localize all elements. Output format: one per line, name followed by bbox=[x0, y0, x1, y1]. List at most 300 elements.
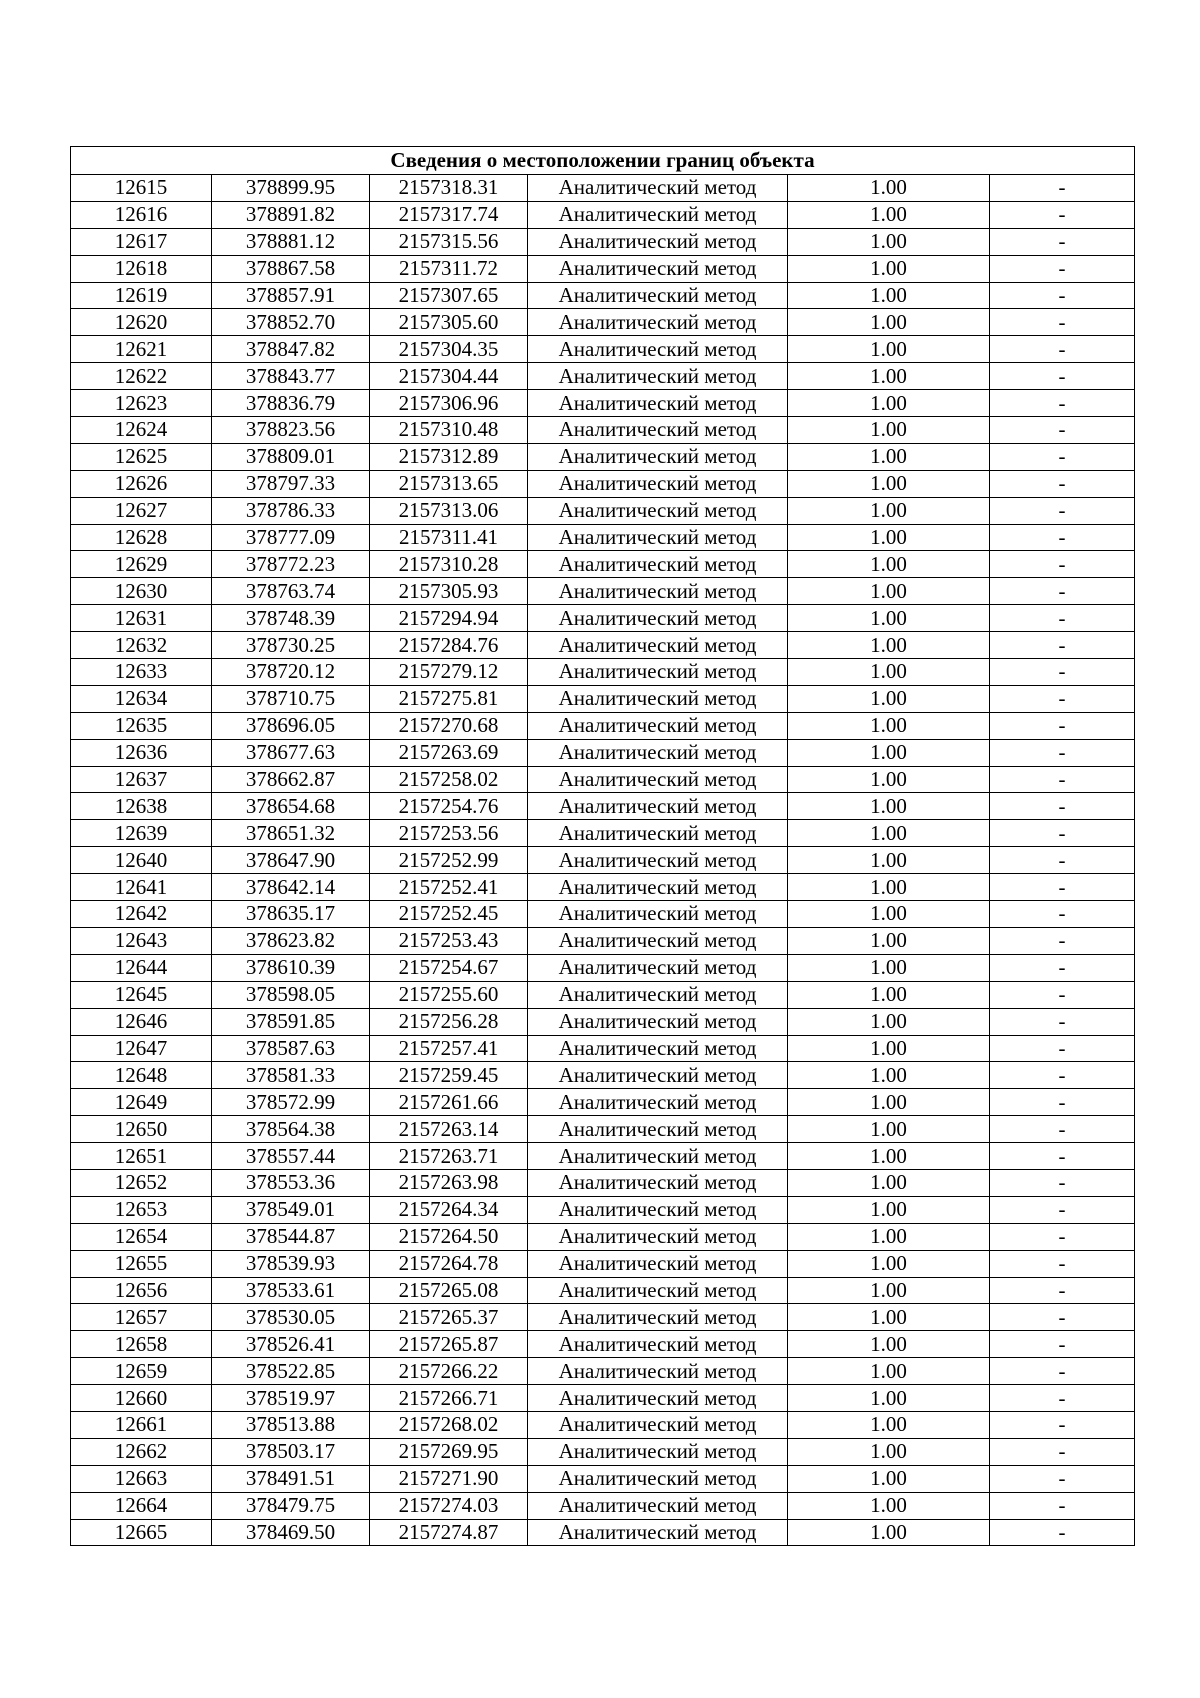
y-coordinate-cell: 2157264.78 bbox=[370, 1250, 528, 1277]
method-cell: Аналитический метод bbox=[528, 1008, 788, 1035]
table-row bbox=[71, 551, 1135, 578]
method-cell: Аналитический метод bbox=[528, 901, 788, 928]
table-row bbox=[71, 1062, 1135, 1089]
accuracy-cell: 1.00 bbox=[788, 175, 990, 202]
description-cell: - bbox=[990, 1465, 1135, 1492]
y-coordinate-cell: 2157263.98 bbox=[370, 1169, 528, 1196]
accuracy-cell: 1.00 bbox=[788, 443, 990, 470]
description-cell: - bbox=[990, 1008, 1135, 1035]
y-coordinate-cell: 2157254.76 bbox=[370, 793, 528, 820]
accuracy-cell: 1.00 bbox=[788, 1358, 990, 1385]
point-number-cell: 12651 bbox=[71, 1143, 212, 1170]
y-coordinate-cell: 2157253.43 bbox=[370, 927, 528, 954]
accuracy-cell: 1.00 bbox=[788, 632, 990, 659]
y-coordinate-cell: 2157270.68 bbox=[370, 712, 528, 739]
method-cell: Аналитический метод bbox=[528, 390, 788, 417]
y-coordinate-cell: 2157313.06 bbox=[370, 497, 528, 524]
point-number-cell: 12635 bbox=[71, 712, 212, 739]
x-coordinate-cell: 378469.50 bbox=[212, 1519, 370, 1546]
table-row bbox=[71, 228, 1135, 255]
point-number-cell: 12658 bbox=[71, 1331, 212, 1358]
x-coordinate-cell: 378852.70 bbox=[212, 309, 370, 336]
x-coordinate-cell: 378610.39 bbox=[212, 954, 370, 981]
accuracy-cell: 1.00 bbox=[788, 309, 990, 336]
y-coordinate-cell: 2157315.56 bbox=[370, 228, 528, 255]
description-cell: - bbox=[990, 228, 1135, 255]
description-cell: - bbox=[990, 1250, 1135, 1277]
description-cell: - bbox=[990, 1358, 1135, 1385]
y-coordinate-cell: 2157306.96 bbox=[370, 390, 528, 417]
point-number-cell: 12653 bbox=[71, 1196, 212, 1223]
table-row bbox=[71, 847, 1135, 874]
table-row bbox=[71, 282, 1135, 309]
y-coordinate-cell: 2157255.60 bbox=[370, 981, 528, 1008]
method-cell: Аналитический метод bbox=[528, 847, 788, 874]
point-number-cell: 12625 bbox=[71, 443, 212, 470]
table-row bbox=[71, 417, 1135, 444]
accuracy-cell: 1.00 bbox=[788, 497, 990, 524]
y-coordinate-cell: 2157312.89 bbox=[370, 443, 528, 470]
x-coordinate-cell: 378857.91 bbox=[212, 282, 370, 309]
method-cell: Аналитический метод bbox=[528, 1358, 788, 1385]
x-coordinate-cell: 378544.87 bbox=[212, 1223, 370, 1250]
method-cell: Аналитический метод bbox=[528, 1089, 788, 1116]
y-coordinate-cell: 2157305.93 bbox=[370, 578, 528, 605]
description-cell: - bbox=[990, 605, 1135, 632]
method-cell: Аналитический метод bbox=[528, 605, 788, 632]
description-cell: - bbox=[990, 282, 1135, 309]
method-cell: Аналитический метод bbox=[528, 255, 788, 282]
y-coordinate-cell: 2157254.67 bbox=[370, 954, 528, 981]
method-cell: Аналитический метод bbox=[528, 1304, 788, 1331]
point-number-cell: 12639 bbox=[71, 820, 212, 847]
point-number-cell: 12654 bbox=[71, 1223, 212, 1250]
table-row bbox=[71, 712, 1135, 739]
table-row bbox=[71, 201, 1135, 228]
description-cell: - bbox=[990, 1492, 1135, 1519]
accuracy-cell: 1.00 bbox=[788, 820, 990, 847]
y-coordinate-cell: 2157252.41 bbox=[370, 874, 528, 901]
x-coordinate-cell: 378786.33 bbox=[212, 497, 370, 524]
accuracy-cell: 1.00 bbox=[788, 1062, 990, 1089]
boundary-coordinates-table bbox=[70, 146, 1135, 1546]
table-row bbox=[71, 1438, 1135, 1465]
x-coordinate-cell: 378513.88 bbox=[212, 1411, 370, 1438]
table-row bbox=[71, 255, 1135, 282]
method-cell: Аналитический метод bbox=[528, 927, 788, 954]
accuracy-cell: 1.00 bbox=[788, 1331, 990, 1358]
description-cell: - bbox=[990, 336, 1135, 363]
x-coordinate-cell: 378533.61 bbox=[212, 1277, 370, 1304]
x-coordinate-cell: 378710.75 bbox=[212, 685, 370, 712]
point-number-cell: 12662 bbox=[71, 1438, 212, 1465]
table-row bbox=[71, 1519, 1135, 1546]
x-coordinate-cell: 378881.12 bbox=[212, 228, 370, 255]
table-row bbox=[71, 632, 1135, 659]
description-cell: - bbox=[990, 390, 1135, 417]
y-coordinate-cell: 2157263.14 bbox=[370, 1116, 528, 1143]
x-coordinate-cell: 378587.63 bbox=[212, 1035, 370, 1062]
table-row bbox=[71, 1116, 1135, 1143]
point-number-cell: 12657 bbox=[71, 1304, 212, 1331]
x-coordinate-cell: 378696.05 bbox=[212, 712, 370, 739]
description-cell: - bbox=[990, 981, 1135, 1008]
table-row bbox=[71, 443, 1135, 470]
table-row bbox=[71, 1223, 1135, 1250]
accuracy-cell: 1.00 bbox=[788, 255, 990, 282]
accuracy-cell: 1.00 bbox=[788, 1116, 990, 1143]
method-cell: Аналитический метод bbox=[528, 497, 788, 524]
table-row bbox=[71, 1385, 1135, 1412]
table-row bbox=[71, 470, 1135, 497]
x-coordinate-cell: 378539.93 bbox=[212, 1250, 370, 1277]
x-coordinate-cell: 378623.82 bbox=[212, 927, 370, 954]
document-page bbox=[70, 146, 1134, 1546]
point-number-cell: 12626 bbox=[71, 470, 212, 497]
method-cell: Аналитический метод bbox=[528, 632, 788, 659]
point-number-cell: 12636 bbox=[71, 739, 212, 766]
table-row bbox=[71, 336, 1135, 363]
point-number-cell: 12664 bbox=[71, 1492, 212, 1519]
y-coordinate-cell: 2157258.02 bbox=[370, 766, 528, 793]
point-number-cell: 12645 bbox=[71, 981, 212, 1008]
accuracy-cell: 1.00 bbox=[788, 1385, 990, 1412]
description-cell: - bbox=[990, 1062, 1135, 1089]
table-row bbox=[71, 1492, 1135, 1519]
x-coordinate-cell: 378797.33 bbox=[212, 470, 370, 497]
point-number-cell: 12622 bbox=[71, 363, 212, 390]
accuracy-cell: 1.00 bbox=[788, 1143, 990, 1170]
point-number-cell: 12643 bbox=[71, 927, 212, 954]
y-coordinate-cell: 2157264.50 bbox=[370, 1223, 528, 1250]
accuracy-cell: 1.00 bbox=[788, 739, 990, 766]
method-cell: Аналитический метод bbox=[528, 417, 788, 444]
table-title-row bbox=[71, 147, 1135, 175]
accuracy-cell: 1.00 bbox=[788, 1304, 990, 1331]
x-coordinate-cell: 378763.74 bbox=[212, 578, 370, 605]
accuracy-cell: 1.00 bbox=[788, 1196, 990, 1223]
point-number-cell: 12644 bbox=[71, 954, 212, 981]
y-coordinate-cell: 2157265.37 bbox=[370, 1304, 528, 1331]
method-cell: Аналитический метод bbox=[528, 1143, 788, 1170]
table-row bbox=[71, 1331, 1135, 1358]
description-cell: - bbox=[990, 1035, 1135, 1062]
point-number-cell: 12652 bbox=[71, 1169, 212, 1196]
method-cell: Аналитический метод bbox=[528, 1196, 788, 1223]
point-number-cell: 12623 bbox=[71, 390, 212, 417]
description-cell: - bbox=[990, 551, 1135, 578]
point-number-cell: 12620 bbox=[71, 309, 212, 336]
accuracy-cell: 1.00 bbox=[788, 363, 990, 390]
accuracy-cell: 1.00 bbox=[788, 470, 990, 497]
point-number-cell: 12627 bbox=[71, 497, 212, 524]
description-cell: - bbox=[990, 739, 1135, 766]
y-coordinate-cell: 2157274.87 bbox=[370, 1519, 528, 1546]
description-cell: - bbox=[990, 255, 1135, 282]
accuracy-cell: 1.00 bbox=[788, 1089, 990, 1116]
y-coordinate-cell: 2157266.22 bbox=[370, 1358, 528, 1385]
method-cell: Аналитический метод bbox=[528, 175, 788, 202]
accuracy-cell: 1.00 bbox=[788, 1035, 990, 1062]
y-coordinate-cell: 2157264.34 bbox=[370, 1196, 528, 1223]
x-coordinate-cell: 378503.17 bbox=[212, 1438, 370, 1465]
y-coordinate-cell: 2157261.66 bbox=[370, 1089, 528, 1116]
description-cell: - bbox=[990, 1277, 1135, 1304]
description-cell: - bbox=[990, 1519, 1135, 1546]
method-cell: Аналитический метод bbox=[528, 1465, 788, 1492]
point-number-cell: 12665 bbox=[71, 1519, 212, 1546]
x-coordinate-cell: 378823.56 bbox=[212, 417, 370, 444]
method-cell: Аналитический метод bbox=[528, 1519, 788, 1546]
table-row bbox=[71, 685, 1135, 712]
table-row bbox=[71, 1304, 1135, 1331]
method-cell: Аналитический метод bbox=[528, 1277, 788, 1304]
method-cell: Аналитический метод bbox=[528, 1035, 788, 1062]
y-coordinate-cell: 2157284.76 bbox=[370, 632, 528, 659]
method-cell: Аналитический метод bbox=[528, 659, 788, 686]
method-cell: Аналитический метод bbox=[528, 228, 788, 255]
point-number-cell: 12617 bbox=[71, 228, 212, 255]
accuracy-cell: 1.00 bbox=[788, 874, 990, 901]
point-number-cell: 12630 bbox=[71, 578, 212, 605]
table-row bbox=[71, 901, 1135, 928]
point-number-cell: 12648 bbox=[71, 1062, 212, 1089]
accuracy-cell: 1.00 bbox=[788, 1277, 990, 1304]
table-row bbox=[71, 1277, 1135, 1304]
x-coordinate-cell: 378772.23 bbox=[212, 551, 370, 578]
method-cell: Аналитический метод bbox=[528, 1250, 788, 1277]
method-cell: Аналитический метод bbox=[528, 1169, 788, 1196]
x-coordinate-cell: 378891.82 bbox=[212, 201, 370, 228]
description-cell: - bbox=[990, 1143, 1135, 1170]
x-coordinate-cell: 378519.97 bbox=[212, 1385, 370, 1412]
accuracy-cell: 1.00 bbox=[788, 1223, 990, 1250]
table-row bbox=[71, 1411, 1135, 1438]
point-number-cell: 12633 bbox=[71, 659, 212, 686]
accuracy-cell: 1.00 bbox=[788, 981, 990, 1008]
method-cell: Аналитический метод bbox=[528, 793, 788, 820]
table-title: Сведения о местоположении границ объекта bbox=[71, 147, 1135, 175]
description-cell: - bbox=[990, 578, 1135, 605]
point-number-cell: 12650 bbox=[71, 1116, 212, 1143]
description-cell: - bbox=[990, 201, 1135, 228]
x-coordinate-cell: 378549.01 bbox=[212, 1196, 370, 1223]
table-row bbox=[71, 1196, 1135, 1223]
point-number-cell: 12642 bbox=[71, 901, 212, 928]
method-cell: Аналитический метод bbox=[528, 685, 788, 712]
table-row bbox=[71, 874, 1135, 901]
description-cell: - bbox=[990, 901, 1135, 928]
y-coordinate-cell: 2157304.35 bbox=[370, 336, 528, 363]
method-cell: Аналитический метод bbox=[528, 1331, 788, 1358]
method-cell: Аналитический метод bbox=[528, 1385, 788, 1412]
y-coordinate-cell: 2157252.45 bbox=[370, 901, 528, 928]
point-number-cell: 12661 bbox=[71, 1411, 212, 1438]
table-row bbox=[71, 1143, 1135, 1170]
x-coordinate-cell: 378572.99 bbox=[212, 1089, 370, 1116]
x-coordinate-cell: 378635.17 bbox=[212, 901, 370, 928]
accuracy-cell: 1.00 bbox=[788, 901, 990, 928]
method-cell: Аналитический метод bbox=[528, 739, 788, 766]
table-row bbox=[71, 1250, 1135, 1277]
point-number-cell: 12647 bbox=[71, 1035, 212, 1062]
accuracy-cell: 1.00 bbox=[788, 712, 990, 739]
x-coordinate-cell: 378522.85 bbox=[212, 1358, 370, 1385]
method-cell: Аналитический метод bbox=[528, 1062, 788, 1089]
method-cell: Аналитический метод bbox=[528, 201, 788, 228]
accuracy-cell: 1.00 bbox=[788, 524, 990, 551]
y-coordinate-cell: 2157265.08 bbox=[370, 1277, 528, 1304]
description-cell: - bbox=[990, 793, 1135, 820]
accuracy-cell: 1.00 bbox=[788, 1411, 990, 1438]
x-coordinate-cell: 378564.38 bbox=[212, 1116, 370, 1143]
accuracy-cell: 1.00 bbox=[788, 390, 990, 417]
method-cell: Аналитический метод bbox=[528, 1116, 788, 1143]
table-row bbox=[71, 1008, 1135, 1035]
x-coordinate-cell: 378809.01 bbox=[212, 443, 370, 470]
method-cell: Аналитический метод bbox=[528, 1411, 788, 1438]
table-row bbox=[71, 793, 1135, 820]
x-coordinate-cell: 378847.82 bbox=[212, 336, 370, 363]
y-coordinate-cell: 2157266.71 bbox=[370, 1385, 528, 1412]
x-coordinate-cell: 378730.25 bbox=[212, 632, 370, 659]
y-coordinate-cell: 2157263.69 bbox=[370, 739, 528, 766]
x-coordinate-cell: 378899.95 bbox=[212, 175, 370, 202]
point-number-cell: 12619 bbox=[71, 282, 212, 309]
method-cell: Аналитический метод bbox=[528, 309, 788, 336]
y-coordinate-cell: 2157311.41 bbox=[370, 524, 528, 551]
accuracy-cell: 1.00 bbox=[788, 766, 990, 793]
method-cell: Аналитический метод bbox=[528, 1438, 788, 1465]
y-coordinate-cell: 2157311.72 bbox=[370, 255, 528, 282]
x-coordinate-cell: 378581.33 bbox=[212, 1062, 370, 1089]
description-cell: - bbox=[990, 685, 1135, 712]
y-coordinate-cell: 2157268.02 bbox=[370, 1411, 528, 1438]
y-coordinate-cell: 2157318.31 bbox=[370, 175, 528, 202]
description-cell: - bbox=[990, 712, 1135, 739]
point-number-cell: 12649 bbox=[71, 1089, 212, 1116]
x-coordinate-cell: 378642.14 bbox=[212, 874, 370, 901]
method-cell: Аналитический метод bbox=[528, 766, 788, 793]
y-coordinate-cell: 2157274.03 bbox=[370, 1492, 528, 1519]
accuracy-cell: 1.00 bbox=[788, 1465, 990, 1492]
y-coordinate-cell: 2157252.99 bbox=[370, 847, 528, 874]
description-cell: - bbox=[990, 1223, 1135, 1250]
description-cell: - bbox=[990, 954, 1135, 981]
method-cell: Аналитический метод bbox=[528, 874, 788, 901]
description-cell: - bbox=[990, 1116, 1135, 1143]
method-cell: Аналитический метод bbox=[528, 524, 788, 551]
y-coordinate-cell: 2157256.28 bbox=[370, 1008, 528, 1035]
point-number-cell: 12624 bbox=[71, 417, 212, 444]
x-coordinate-cell: 378491.51 bbox=[212, 1465, 370, 1492]
accuracy-cell: 1.00 bbox=[788, 954, 990, 981]
accuracy-cell: 1.00 bbox=[788, 336, 990, 363]
table-row bbox=[71, 927, 1135, 954]
table-row bbox=[71, 578, 1135, 605]
description-cell: - bbox=[990, 497, 1135, 524]
accuracy-cell: 1.00 bbox=[788, 201, 990, 228]
description-cell: - bbox=[990, 1089, 1135, 1116]
accuracy-cell: 1.00 bbox=[788, 1492, 990, 1519]
point-number-cell: 12660 bbox=[71, 1385, 212, 1412]
y-coordinate-cell: 2157271.90 bbox=[370, 1465, 528, 1492]
table-row bbox=[71, 1358, 1135, 1385]
point-number-cell: 12616 bbox=[71, 201, 212, 228]
table-row bbox=[71, 820, 1135, 847]
accuracy-cell: 1.00 bbox=[788, 605, 990, 632]
description-cell: - bbox=[990, 1196, 1135, 1223]
table-row bbox=[71, 363, 1135, 390]
table-row bbox=[71, 175, 1135, 202]
x-coordinate-cell: 378836.79 bbox=[212, 390, 370, 417]
table-row bbox=[71, 1465, 1135, 1492]
point-number-cell: 12628 bbox=[71, 524, 212, 551]
x-coordinate-cell: 378677.63 bbox=[212, 739, 370, 766]
point-number-cell: 12655 bbox=[71, 1250, 212, 1277]
y-coordinate-cell: 2157257.41 bbox=[370, 1035, 528, 1062]
description-cell: - bbox=[990, 766, 1135, 793]
y-coordinate-cell: 2157265.87 bbox=[370, 1331, 528, 1358]
accuracy-cell: 1.00 bbox=[788, 282, 990, 309]
x-coordinate-cell: 378777.09 bbox=[212, 524, 370, 551]
description-cell: - bbox=[990, 417, 1135, 444]
description-cell: - bbox=[990, 524, 1135, 551]
table-row bbox=[71, 981, 1135, 1008]
accuracy-cell: 1.00 bbox=[788, 578, 990, 605]
method-cell: Аналитический метод bbox=[528, 954, 788, 981]
table-row bbox=[71, 954, 1135, 981]
description-cell: - bbox=[990, 470, 1135, 497]
table-row bbox=[71, 524, 1135, 551]
method-cell: Аналитический метод bbox=[528, 820, 788, 847]
table-row bbox=[71, 659, 1135, 686]
table-row bbox=[71, 1035, 1135, 1062]
y-coordinate-cell: 2157259.45 bbox=[370, 1062, 528, 1089]
x-coordinate-cell: 378479.75 bbox=[212, 1492, 370, 1519]
table-row bbox=[71, 766, 1135, 793]
table-row bbox=[71, 390, 1135, 417]
method-cell: Аналитический метод bbox=[528, 578, 788, 605]
method-cell: Аналитический метод bbox=[528, 336, 788, 363]
accuracy-cell: 1.00 bbox=[788, 793, 990, 820]
method-cell: Аналитический метод bbox=[528, 981, 788, 1008]
point-number-cell: 12659 bbox=[71, 1358, 212, 1385]
x-coordinate-cell: 378720.12 bbox=[212, 659, 370, 686]
accuracy-cell: 1.00 bbox=[788, 1250, 990, 1277]
x-coordinate-cell: 378647.90 bbox=[212, 847, 370, 874]
accuracy-cell: 1.00 bbox=[788, 1438, 990, 1465]
y-coordinate-cell: 2157269.95 bbox=[370, 1438, 528, 1465]
description-cell: - bbox=[990, 363, 1135, 390]
accuracy-cell: 1.00 bbox=[788, 417, 990, 444]
description-cell: - bbox=[990, 1169, 1135, 1196]
description-cell: - bbox=[990, 927, 1135, 954]
x-coordinate-cell: 378530.05 bbox=[212, 1304, 370, 1331]
accuracy-cell: 1.00 bbox=[788, 228, 990, 255]
description-cell: - bbox=[990, 659, 1135, 686]
x-coordinate-cell: 378591.85 bbox=[212, 1008, 370, 1035]
method-cell: Аналитический метод bbox=[528, 363, 788, 390]
description-cell: - bbox=[990, 1331, 1135, 1358]
y-coordinate-cell: 2157263.71 bbox=[370, 1143, 528, 1170]
table-row bbox=[71, 309, 1135, 336]
accuracy-cell: 1.00 bbox=[788, 1008, 990, 1035]
description-cell: - bbox=[990, 309, 1135, 336]
table-body bbox=[71, 175, 1135, 1546]
table-row bbox=[71, 1089, 1135, 1116]
point-number-cell: 12634 bbox=[71, 685, 212, 712]
